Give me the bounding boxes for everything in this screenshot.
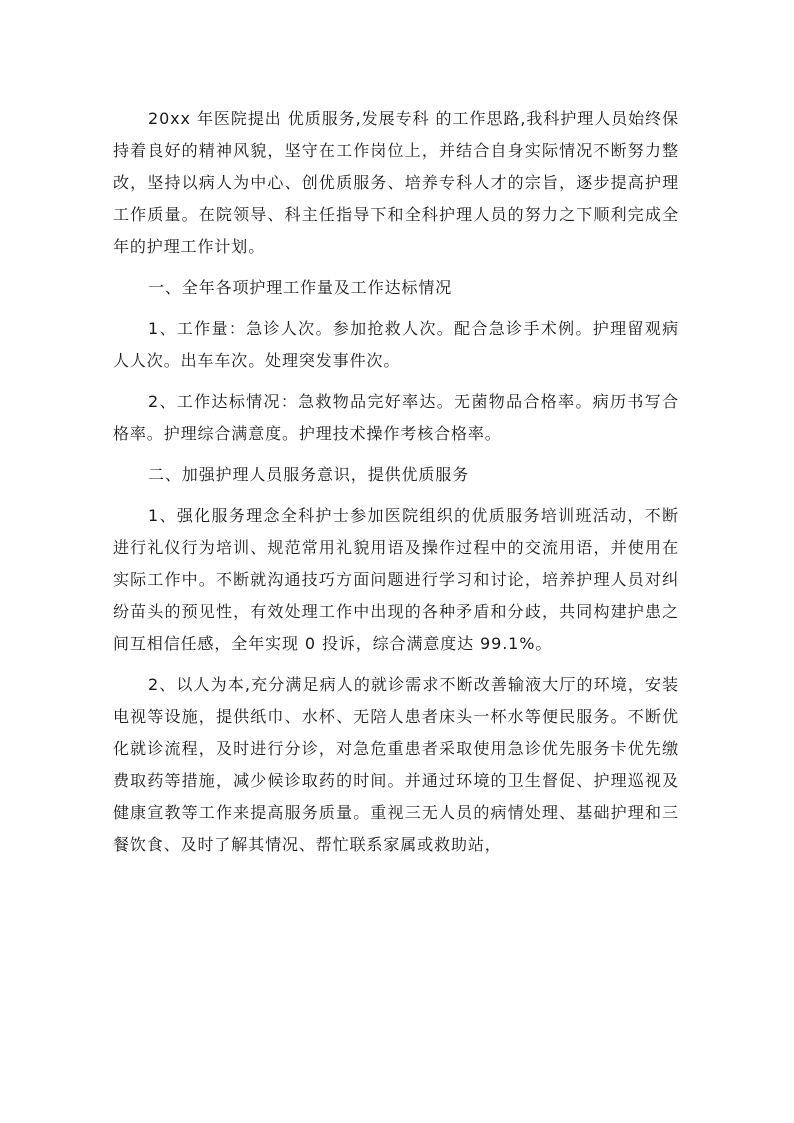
paragraph-service-concept: 1、强化服务理念全科护士参加医院组织的优质服务培训班活动，不断进行礼仪行为培训、规范常用礼貌用语及操作过程中的交流用语，并使用在实际工作中。不断就沟通技巧方面问题进行学习和讨论，培养护理人员对纠纷苗头的预见性，有效处理工作中出现的各种矛盾和分歧，共同构建护患之间互相信任感，全年实现 0 投诉，综合满意度达 99.1%。 <box>113 506 679 653</box>
section-heading-2: 二、加强护理人员服务意识，提供优质服务 <box>148 465 470 484</box>
paragraph-patient-centered: 2、以人为本,充分满足病人的就诊需求不断改善输液大厅的环境，安装电视等设施，提供纸巾、水杯、无陪人患者床头一杯水等便民服务。不断优化就诊流程，及时进行分诊，对急危重患者采取使用急诊优先服务卡优先缴费取药等措施，减少候诊取药的时间。并通过环境的卫生督促、护理巡视及健康宣教等工作来提高服务质量。重视三无人员的病情处理、基础护理和三餐饮食、及时了解其情况、帮忙联系家属或救助站， <box>113 675 679 854</box>
paragraph-standards: 2、工作达标情况：急救物品完好率达。无菌物品合格率。病历书写合格率。护理综合满意度。护理技术操作考核合格率。 <box>113 392 679 443</box>
document-body <box>113 103 679 870</box>
section-heading-1: 一、全年各项护理工作量及工作达标情况 <box>148 278 453 297</box>
paragraph-workload: 1、工作量：急诊人次。参加抢救人次。配合急诊手术例。护理留观病人人次。出车车次。处理突发事件次。 <box>113 319 679 370</box>
paragraph-intro: 20xx 年医院提出 优质服务,发展专科 的工作思路,我科护理人员始终保持着良好的精神风貌，坚守在工作岗位上，并结合自身实际情况不断努力整改，坚持以病人为中心、创优质服务、培养专科人才的宗旨，逐步提高护理工作质量。在院领导、科主任指导下和全科护理人员的努力之下顺利完成全年的护理工作计划。 <box>113 109 679 256</box>
